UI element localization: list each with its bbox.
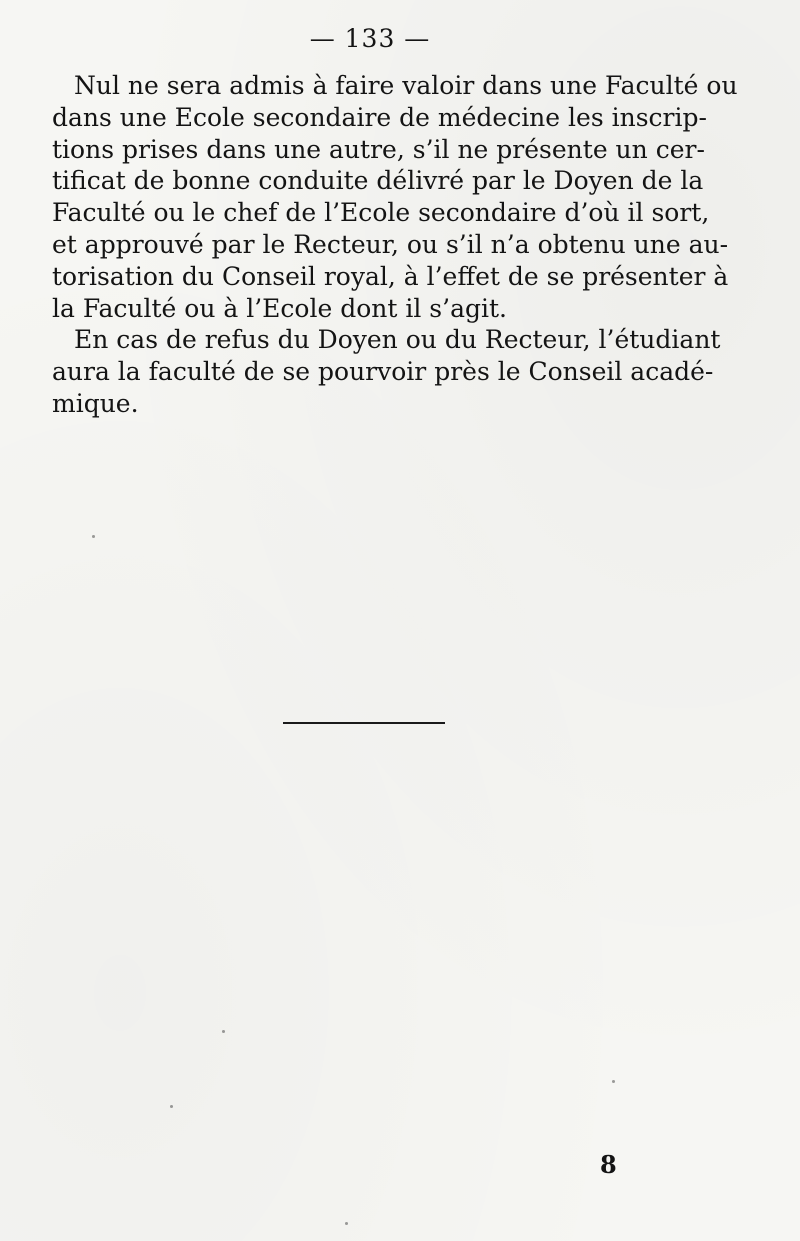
paper-speck xyxy=(170,1105,173,1108)
paper-speck xyxy=(345,1222,348,1225)
page-number: — 133 — xyxy=(309,24,431,53)
text-line: tificat de bonne conduite délivré par le Doyen de la xyxy=(52,166,704,196)
signature-mark: 8 xyxy=(600,1150,617,1179)
text-line: Faculté ou le chef de l’Ecole secondaire d’où il sort, xyxy=(52,198,710,228)
text-line: En cas de refus du Doyen ou du Recteur, l’étudiant xyxy=(74,325,721,355)
text-line: mique. xyxy=(52,388,139,418)
text-line: torisation du Conseil royal, à l’effet de se présenter à xyxy=(52,261,729,291)
paper-speck xyxy=(612,1080,615,1083)
text-line: et approuvé par le Recteur, ou s’il n’a obtenu une au- xyxy=(52,229,729,259)
text-line: Nul ne sera admis à faire valoir dans une Faculté ou xyxy=(74,71,738,100)
paper-speck xyxy=(222,1030,225,1033)
text-line: dans une Ecole secondaire de médecine les inscrip- xyxy=(52,102,707,132)
text-line: tions prises dans une autre, s’il ne présente un cer- xyxy=(52,134,705,164)
paper-speck xyxy=(92,535,95,538)
section-end-rule xyxy=(283,722,445,724)
paragraph-1 xyxy=(52,70,738,324)
text-line: la Faculté ou à l’Ecole dont il s’agit. xyxy=(52,293,507,323)
text-line: aura la faculté de se pourvoir près le Conseil acadé- xyxy=(52,357,714,387)
paragraph-2 xyxy=(52,324,721,419)
body-text xyxy=(52,70,738,420)
